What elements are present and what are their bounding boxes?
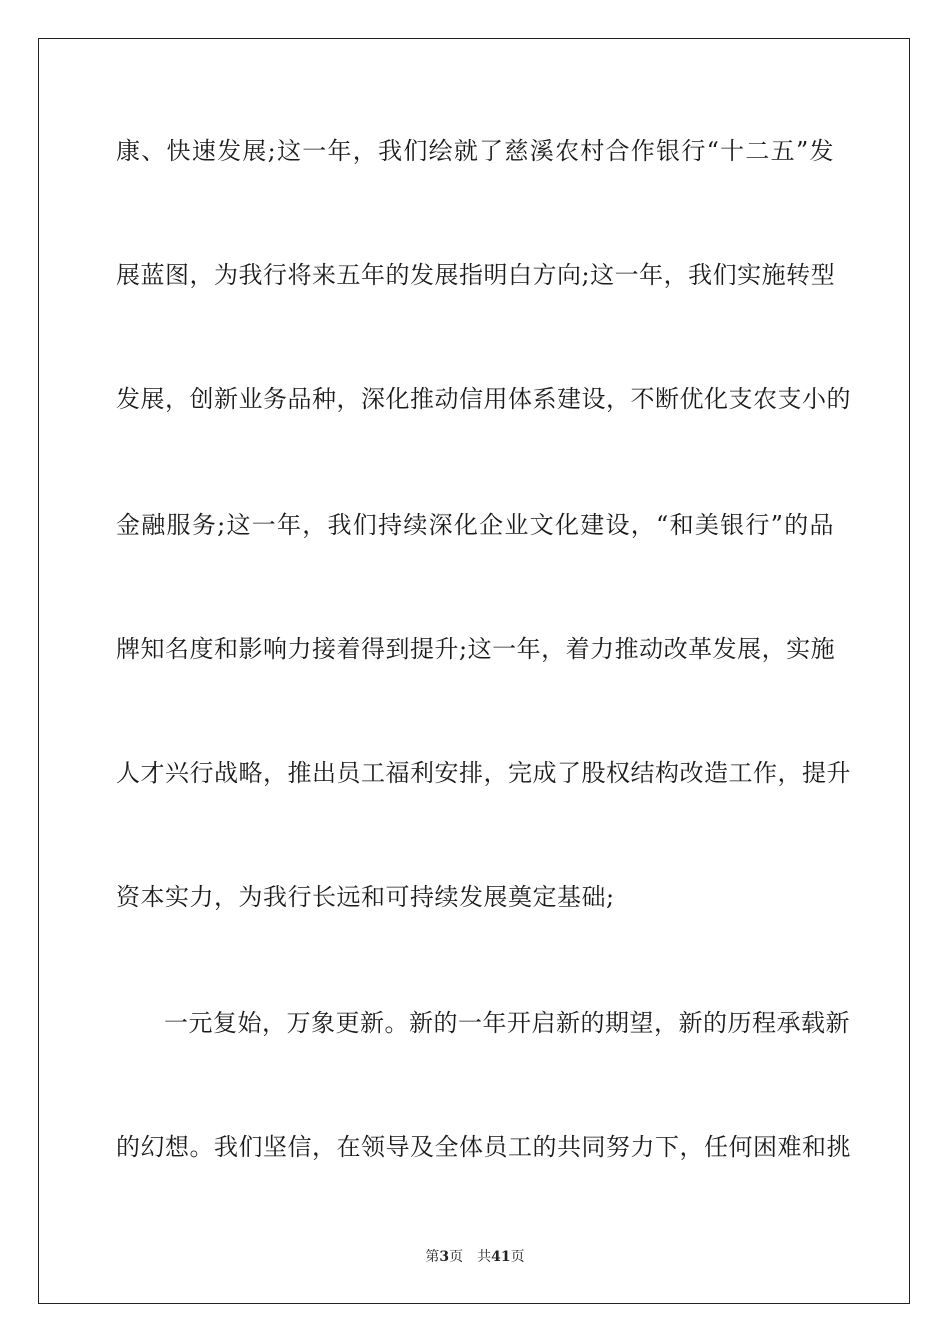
paragraph-line-3: 发展，创新业务品种，深化推动信用体系建设，不断优化支农支小的 <box>116 385 851 413</box>
paragraph-line-5: 牌知名度和影响力接着得到提升;这一年，着力推动改革发展，实施 <box>116 635 836 663</box>
total-suffix: 页 <box>510 1249 525 1265</box>
total-pages: 41 <box>491 1249 511 1265</box>
page-suffix: 页 <box>449 1249 464 1265</box>
paragraph-line-9: 的幻想。我们坚信，在领导及全体员工的共同努力下，任何困难和挑 <box>116 1133 851 1161</box>
page-prefix: 第 <box>425 1249 440 1265</box>
paragraph-line-1: 康、快速发展;这一年，我们绘就了慈溪农村合作银行“十二五”发 <box>116 137 834 165</box>
page-border <box>38 38 910 1304</box>
page-number: 3 <box>439 1249 450 1265</box>
paragraph-line-8: 一元复始，万象更新。新的一年开启新的期望，新的历程承载新 <box>164 1009 850 1037</box>
paragraph-line-2: 展蓝图，为我行将来五年的发展指明白方向;这一年，我们实施转型 <box>116 261 836 289</box>
total-prefix: 共 <box>477 1249 492 1265</box>
paragraph-line-7: 资本实力，为我行长远和可持续发展奠定基础; <box>116 883 615 911</box>
page-footer <box>0 1248 950 1266</box>
paragraph-line-4: 金融服务;这一年，我们持续深化企业文化建设，“和美银行”的品 <box>116 511 834 539</box>
paragraph-line-6: 人才兴行战略，推出员工福利安排，完成了股权结构改造工作，提升 <box>116 759 851 787</box>
